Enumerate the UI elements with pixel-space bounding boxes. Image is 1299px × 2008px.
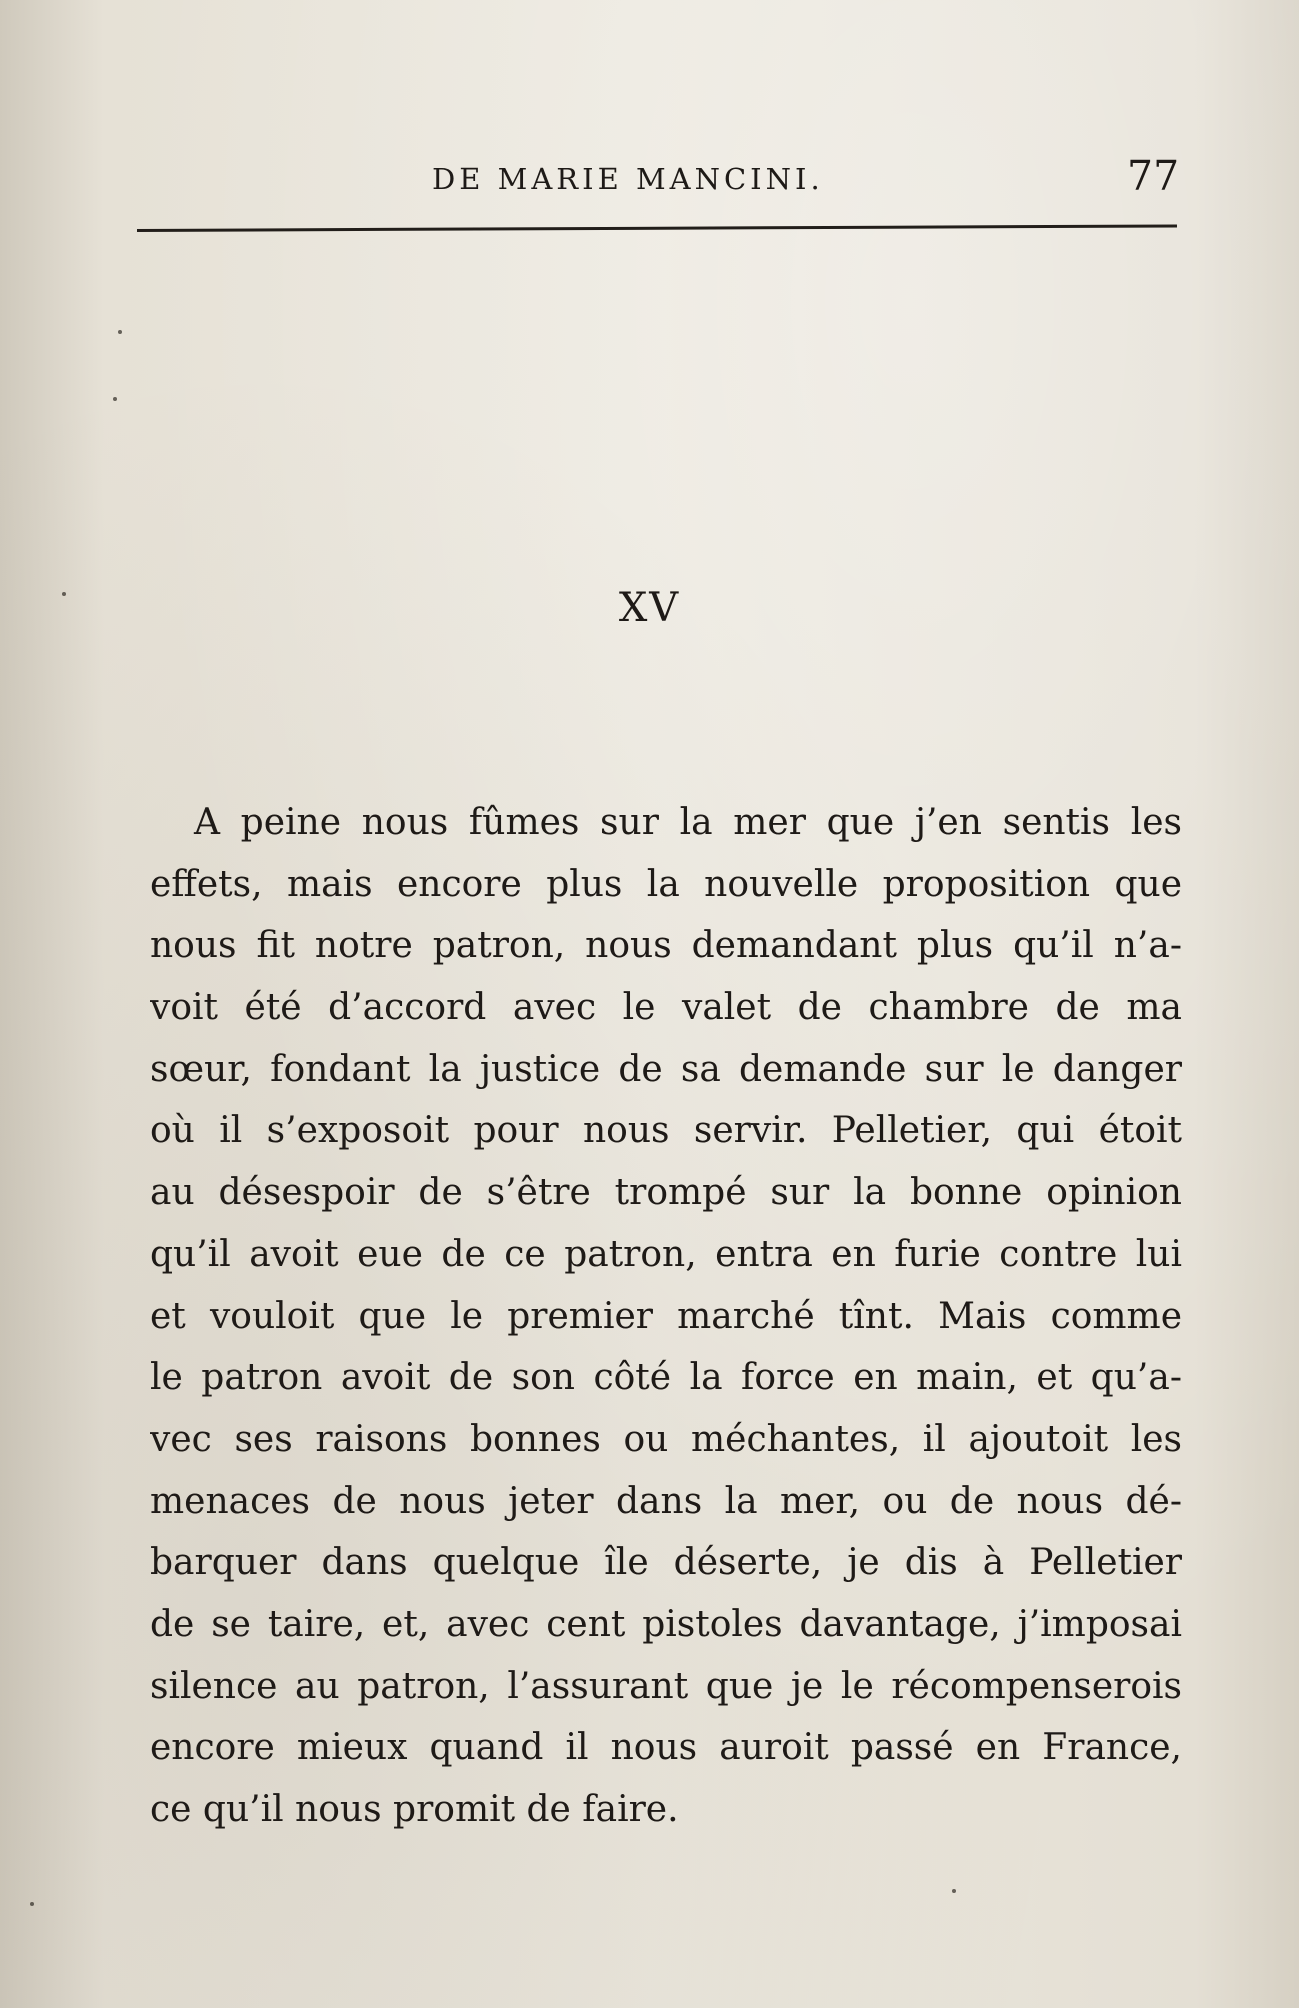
running-header	[0, 152, 1299, 202]
text-line: encore mieux quand il nous auroit passé en France,	[150, 1727, 1182, 1769]
text-line: de se taire, et, avec cent pistoles davantage, j’imposai	[150, 1603, 1182, 1645]
text-line: vec ses raisons bonnes ou méchantes, il ajoutoit les	[150, 1418, 1182, 1460]
text-line: silence au patron, l’assurant que je le récompenserois	[150, 1665, 1182, 1707]
running-title: DE MARIE MANCINI.	[432, 162, 824, 196]
page-number: 77	[1127, 152, 1180, 200]
text-line: où il s’exposoit pour nous servir. Pelletier, qui étoit	[150, 1110, 1182, 1152]
paper-speck	[62, 592, 66, 596]
text-line: sœur, fondant la justice de sa demande sur le danger	[150, 1048, 1182, 1090]
paper-speck	[952, 1889, 956, 1893]
text-line: voit été d’accord avec le valet de chambre de ma	[150, 987, 1182, 1029]
text-line: barquer dans quelque île déserte, je dis à Pelletier	[150, 1542, 1182, 1584]
text-line: le patron avoit de son côté la force en main, et qu’a-	[150, 1357, 1182, 1399]
paper-speck	[30, 1902, 34, 1906]
text-line: menaces de nous jeter dans la mer, ou de nous dé-	[150, 1480, 1182, 1522]
paper-speck	[113, 397, 117, 401]
text-line: nous fit notre patron, nous demandant plus qu’il n’a-	[150, 925, 1182, 967]
header-rule	[137, 224, 1177, 232]
text-line: qu’il avoit eue de ce patron, entra en furie contre lui	[150, 1233, 1182, 1275]
text-line: ce qu’il nous promit de faire.	[150, 1789, 679, 1830]
body-paragraph	[150, 792, 1182, 1841]
text-line: et vouloit que le premier marché tînt. Mais comme	[150, 1295, 1182, 1337]
text-line: A peine nous fûmes sur la mer que j’en sentis les	[194, 802, 1182, 843]
text-line: au désespoir de s’être trompé sur la bonne opinion	[150, 1172, 1182, 1214]
text-line: effets, mais encore plus la nouvelle proposition que	[150, 863, 1182, 905]
paper-speck	[118, 330, 122, 334]
chapter-heading: XV	[618, 585, 681, 631]
